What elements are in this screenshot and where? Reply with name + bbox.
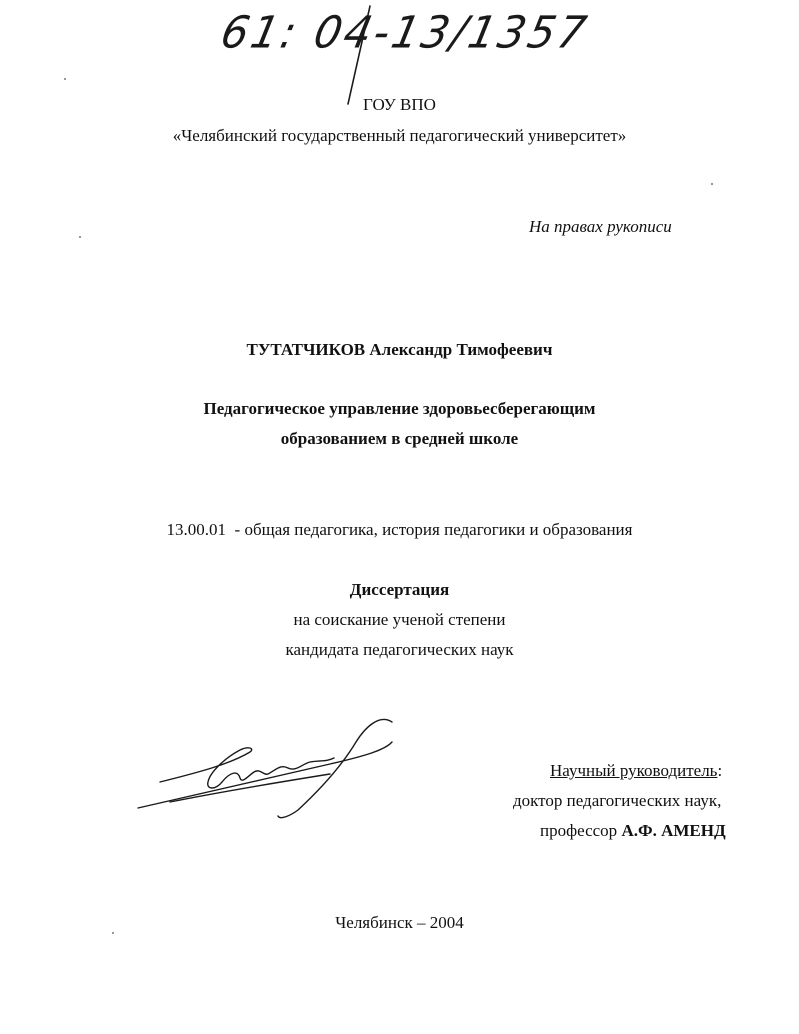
organization-name: «Челябинский государственный педагогический университет»: [172, 126, 627, 145]
scan-speck: [711, 183, 713, 185]
signature: [130, 712, 400, 822]
rights-note: На правах рукописи: [529, 217, 672, 236]
place-and-year: Челябинск – 2004: [335, 913, 464, 932]
handwritten-slash-stroke: [330, 0, 390, 110]
supervisor-degree: доктор педагогических наук,: [513, 791, 722, 810]
document-type-line-1: на соискание ученой степени: [293, 610, 506, 629]
supervisor-name: А.Ф. АМЕНД: [621, 821, 726, 840]
supervisor-label-text: Научный руководитель: [550, 761, 718, 780]
specialty-name: общая педагогика, история педагогики и образования: [244, 520, 633, 539]
specialty: [0, 520, 799, 540]
document-type-heading: Диссертация: [349, 580, 450, 599]
handwritten-archive-number: 61: 04-13/1357: [216, 6, 594, 59]
scan-speck: [64, 78, 66, 80]
document-type-line-2: кандидата педагогических наук: [285, 640, 514, 659]
scan-speck: [112, 932, 114, 934]
supervisor-title-name: [540, 821, 726, 841]
specialty-separator: -: [234, 520, 241, 539]
thesis-title-line-1: Педагогическое управление здоровьесберегающим: [203, 399, 596, 418]
specialty-code: 13.00.01: [166, 520, 227, 539]
supervisor-title-prefix: профессор: [540, 821, 618, 840]
thesis-title-line-2: образованием в средней школе: [280, 429, 519, 448]
author-surname: ТУТАТЧИКОВ: [246, 340, 366, 359]
scan-speck: [79, 236, 81, 238]
author-name: [0, 340, 799, 360]
organization-type: ГОУ ВПО: [363, 95, 436, 114]
author-given-names: Александр Тимофеевич: [369, 340, 553, 359]
supervisor-label-colon: :: [717, 761, 723, 780]
supervisor-label: [550, 761, 722, 781]
